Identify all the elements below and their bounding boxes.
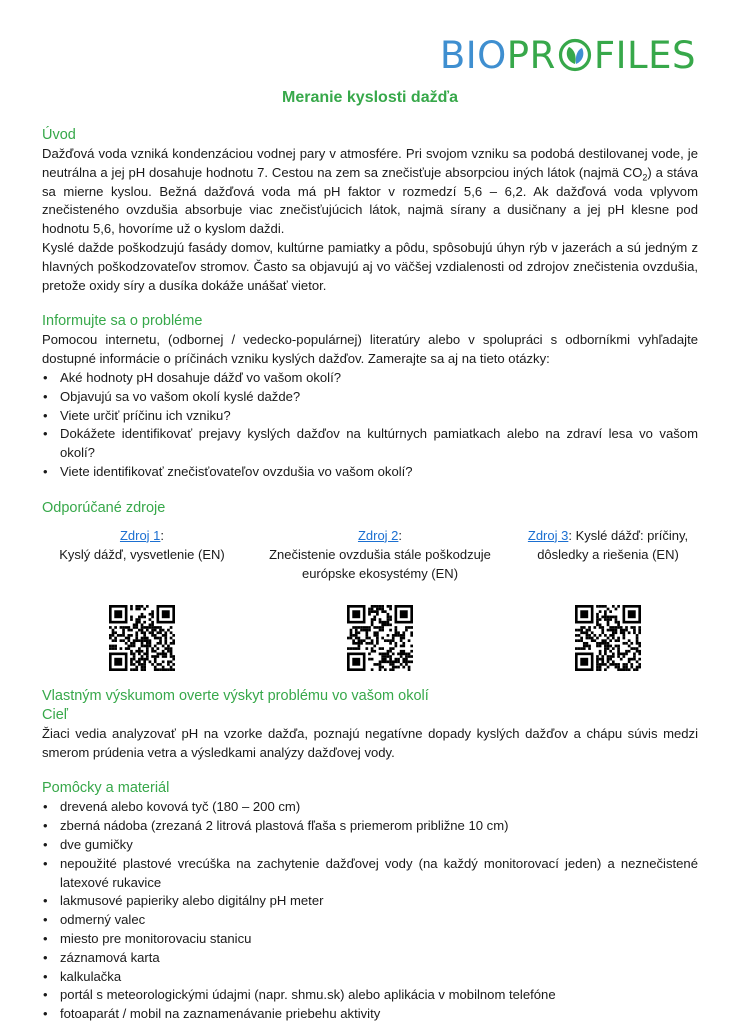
source-link-2[interactable]: Zdroj 2 — [357, 527, 399, 543]
source-colon: : — [160, 527, 165, 543]
uvod-p1-subscript: 2 — [642, 172, 648, 183]
sources-row — [42, 526, 698, 671]
source-link-3[interactable]: Zdroj 3 — [527, 527, 569, 543]
list-item: • portál s meteorologickými údajmi (napr. shmu.sk) alebo aplikácia v mobilnom telefóne — [42, 986, 698, 1005]
list-item: • Objavujú sa vo vašom okolí kyslé dažde? — [42, 388, 698, 407]
section-heading-zdroje: Odporúčané zdroje — [42, 499, 166, 516]
list-item: • Aké hodnoty pH dosahuje dážď vo vašom okolí? — [42, 369, 698, 388]
subheading-ciel: Cieľ — [42, 706, 68, 723]
source-desc-1: Kyslý dážď, vysvetlenie (EN) — [59, 546, 225, 562]
list-item: • odmerný valec — [42, 911, 698, 930]
qr-code-icon[interactable] — [347, 605, 413, 671]
list-item: • kalkulačka — [42, 968, 698, 987]
source-link-1[interactable]: Zdroj 1 — [119, 527, 161, 543]
list-item: • lakmusové papieriky alebo digitálny pH meter — [42, 892, 698, 911]
page-title: Meranie kyslosti dažďa — [281, 89, 458, 106]
source-card-3 — [518, 526, 698, 671]
source-colon: : — [568, 527, 572, 543]
section-informujte — [42, 312, 698, 481]
source-card-1 — [42, 526, 242, 671]
leaf-o-icon — [557, 37, 593, 73]
list-item: • fotoaparát / mobil na zaznamenávanie priebehu aktivity — [42, 1005, 698, 1024]
section-vyskum — [42, 687, 698, 763]
logo-text-pr: PR — [506, 34, 556, 77]
section-pomocky — [42, 779, 698, 1024]
list-item: • nepoužité plastové vrecúška na zachytenie dažďovej vody (na každý monitorovací jeden) a neznečistené latexové rukavice — [42, 855, 698, 893]
logo-text-bio: BIO — [439, 34, 507, 77]
section-uvod — [42, 126, 698, 295]
list-item: • miesto pre monitorovaciu stanicu — [42, 930, 698, 949]
uvod-p1-text-b: ) a stáva sa mierne kyslou. Bežná dažďová voda má pH faktor v rozmedzí 5,6 – 6,2. Ak dažďová voda vplyvom znečisteného ovzdušia absorbuje viac znečisťujúcich látok, najmä sírany a dusičnany a jej pH klesne pod hodnotu 5,6, hovoríme už o kyslom daždi. — [42, 164, 698, 237]
section-heading-vyskum: Vlastným výskumom overte výskyt problému vo vašom okolí — [42, 687, 429, 704]
source-desc-3b: dôsledky a riešenia (EN) — [537, 546, 679, 562]
uvod-paragraph-1 — [42, 145, 698, 239]
bioprofiles-logo — [440, 34, 696, 78]
ciel-paragraph: Žiaci vedia analyzovať pH na vzorke dažďa, poznajú negatívne dopady kyslých dažďov a chápu súvis medzi smerom prúdenia vetra a výsledkami analýzy dažďovej vody. — [42, 725, 698, 760]
section-heading-pomocky: Pomôcky a materiál — [42, 780, 170, 797]
source-card-2 — [260, 526, 500, 671]
list-item: • záznamová karta — [42, 949, 698, 968]
list-item: • Viete určiť príčinu ich vzniku? — [42, 407, 698, 426]
list-item: • Viete identifikovať znečisťovateľov ovzdušia vo vašom okolí? — [42, 463, 698, 482]
list-item: • dve gumičky — [42, 836, 698, 855]
source-desc-2b: európske ekosystémy (EN) — [301, 565, 459, 581]
logo-text-files: FILES — [593, 34, 696, 77]
section-zdroje — [42, 499, 698, 671]
questions-list — [42, 369, 698, 482]
section-heading-uvod: Úvod — [42, 127, 76, 143]
logo-text — [440, 34, 696, 78]
list-item: • Dokážete identifikovať prejavy kyslých dažďov na kultúrnych pamiatkach alebo na zdraví lesa vo vašom okolí? — [42, 425, 698, 463]
list-item: • zberná nádoba (zrezaná 2 litrová plastová fľaša s priemerom približne 10 cm) — [42, 817, 698, 836]
qr-code-icon[interactable] — [109, 605, 175, 671]
informujte-paragraph: Pomocou internetu, (odbornej / vedecko-populárnej) literatúry alebo v spolupráci s odborníkmi vyhľadajte dostupné informácie o príčinách vzniku kyslých dažďov. Zamerajte sa aj na tieto otázky: — [42, 332, 698, 367]
source-desc-2a: Znečistenie ovzdušia stále poškodzuje — [269, 546, 491, 562]
uvod-paragraph-2: Kyslé dažde poškodzujú fasády domov, kultúrne pamiatky a pôdu, spôsobujú úhyn rýb v jazerách a sú jedným z hlavných poškodzovateľov stromov. Často sa objavujú aj vo väčšej vzdialenosti od zdrojov znečistenia ovzdušia, pretože oxidy síry a dusíka dokáže unášať vietor. — [42, 239, 698, 293]
list-item: • drevená alebo kovová tyč (180 – 200 cm) — [42, 798, 698, 817]
uvod-p1-text-a: Dažďová voda vzniká kondenzáciou vodnej pary v atmosfére. Pri svojom vzniku sa podobá destilovanej vode, je neutrálna a jej pH dosahuje hodnotu 7. Cestou na zem sa znečisťuje absorpciou iných látok (najmä CO — [42, 146, 698, 180]
materials-list — [42, 798, 698, 1024]
source-desc-3a: Kyslé dážď: príčiny, — [575, 527, 689, 543]
section-heading-informujte: Informujte sa o probléme — [42, 313, 203, 330]
document-body — [42, 126, 698, 1024]
source-colon: : — [398, 527, 403, 543]
qr-code-icon[interactable] — [575, 605, 641, 671]
